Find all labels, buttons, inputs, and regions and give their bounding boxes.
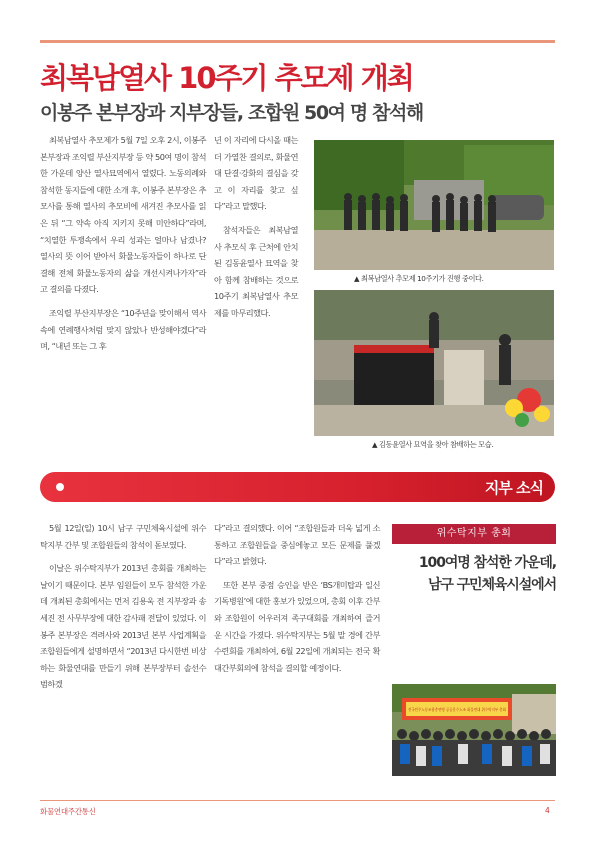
tomb-visit-photo — [314, 290, 554, 436]
sidebar-title-line: 100여명 참석한 가운데, — [418, 555, 556, 571]
top-rule — [40, 40, 555, 43]
publication-name: 화물연대주간통신 — [40, 807, 96, 816]
sidebar-title — [392, 552, 556, 596]
article2-paragraph: 또한 본부 중점 승인을 받은 ‘BS개미탑과 일신기독병원’에 대한 홍보가 있었으며, 총회 이후 간부와 조합원이 어우러져 족구대회를 개최하여 즐거운 시간을 가졌다. 위수탁지부는 5월 말 경에 간부수련회를 개최하여, 6월 22일에 개최되는 전국 확대간부회의에 참석을 결의할 예정이다. — [214, 579, 380, 673]
memorial-ceremony-image — [314, 140, 554, 270]
article1-paragraph: 참석자들은 최복남열사 추모식 후 근처에 안치된 김동윤열사 묘역을 찾아 함께 참배하는 것으로 10주기 최복남열사 추모제를 마무리했다. — [214, 224, 298, 318]
article1-paragraph: 최복남열사 추모제가 5월 7일 오후 2시, 이봉주 본부장과 조익렬 부산지부장 등 약 50여 명이 참석한 가운데 양산 열사묘역에서 열렸다. 노동의례와 참석한 동지들에 대한 소개 후, 이봉주 본부장은 추모사를 통해 열사의 추모비에 새겨진 추모사를 읽은 뒤 “그 약속 아직 지키지 못해 미안하다”라며, “치열한 투쟁속에서 우리 성과는 얼마나 남겼나? 열사의 뜻 이어 받아서 화물노동자들이 하나로 단결해 전체 화물노동자의 삶을 개선시켜나가자”라고 결의를 다졌다. — [40, 135, 206, 295]
article2-paragraph: 5월 12일(일) 10시 남구 구민체육시설에 위수탁지부 간부 및 조합원들의 참석이 돋보였다. — [40, 523, 206, 550]
article2-paragraph: 이날은 위수탁지부가 2013년 총회를 개최하는 날이기 때문이다. 본부 임원들이 모두 참석한 가운데 개최된 총회에서는 먼저 김용욱 전 지부장과 송세진 전 사무부장에 대한 감사패 전달이 있었다. 이봉주 본부장은 격려사와 2013년 본부 사업계획을 조합원들에게 설명하면서 “2013년 다시한번 비상하는 화물연대를 만들기 위해 본부장부터 솔선수범하겠 — [40, 563, 206, 690]
memorial-ceremony-photo — [314, 140, 554, 270]
tomb-visit-image — [314, 290, 554, 436]
tomb-visit-caption: ▲ 김동윤열사 묘역을 찾아 참배하는 모습. — [372, 440, 494, 449]
article1-column2 — [214, 132, 298, 329]
article2-column2 — [214, 520, 380, 683]
footer-rule — [40, 800, 555, 801]
section-label: 지부 소식 — [484, 479, 543, 497]
branch-tag: 위수탁지부 총회 — [392, 524, 556, 544]
subhead: 이봉주 본부장과 지부장들, 조합원 50여 명 참석해 — [40, 102, 423, 124]
article2-paragraph: 다”라고 결의했다. 이어 “조합원들과 더욱 넓게 소통하고 조합원들을 중심에놓고 모든 문제를 풀겠다”라고 밝혔다. — [214, 523, 380, 567]
headline: 최복남열사 10주기 추모제 개최 — [40, 61, 413, 95]
bullet-dot-icon — [56, 483, 64, 491]
article2-column1 — [40, 520, 206, 700]
page-number: 4 — [545, 806, 550, 815]
article1-column1 — [40, 132, 206, 362]
article1-paragraph: 조익렬 부산지부장은 “10주년을 맞이해서 역사 속에 연례행사처럼 맞지 않았나 반성해야겠다”라며, “내년 또는 그 후 — [40, 307, 206, 352]
section-bar — [40, 472, 555, 502]
memorial-ceremony-caption: ▲ 최복남열사 추모제 10주기가 진행 중이다. — [354, 274, 484, 283]
assembly-banner-text: 전국민주노동조합총연맹 공공운수노조 화물연대 위수탁지부 총회 — [408, 707, 522, 712]
general-assembly-photo — [392, 684, 556, 776]
sidebar-title-line: 남구 구민체육시설에서 — [427, 577, 556, 593]
general-assembly-image — [392, 684, 556, 776]
article1-paragraph: 년 이 자리에 다시올 때는 더 가열찬 결의로, 화물연대 단결·강화의 결심을 갖고 이 자리를 찾고 싶다”라고 말했다. — [214, 135, 298, 212]
